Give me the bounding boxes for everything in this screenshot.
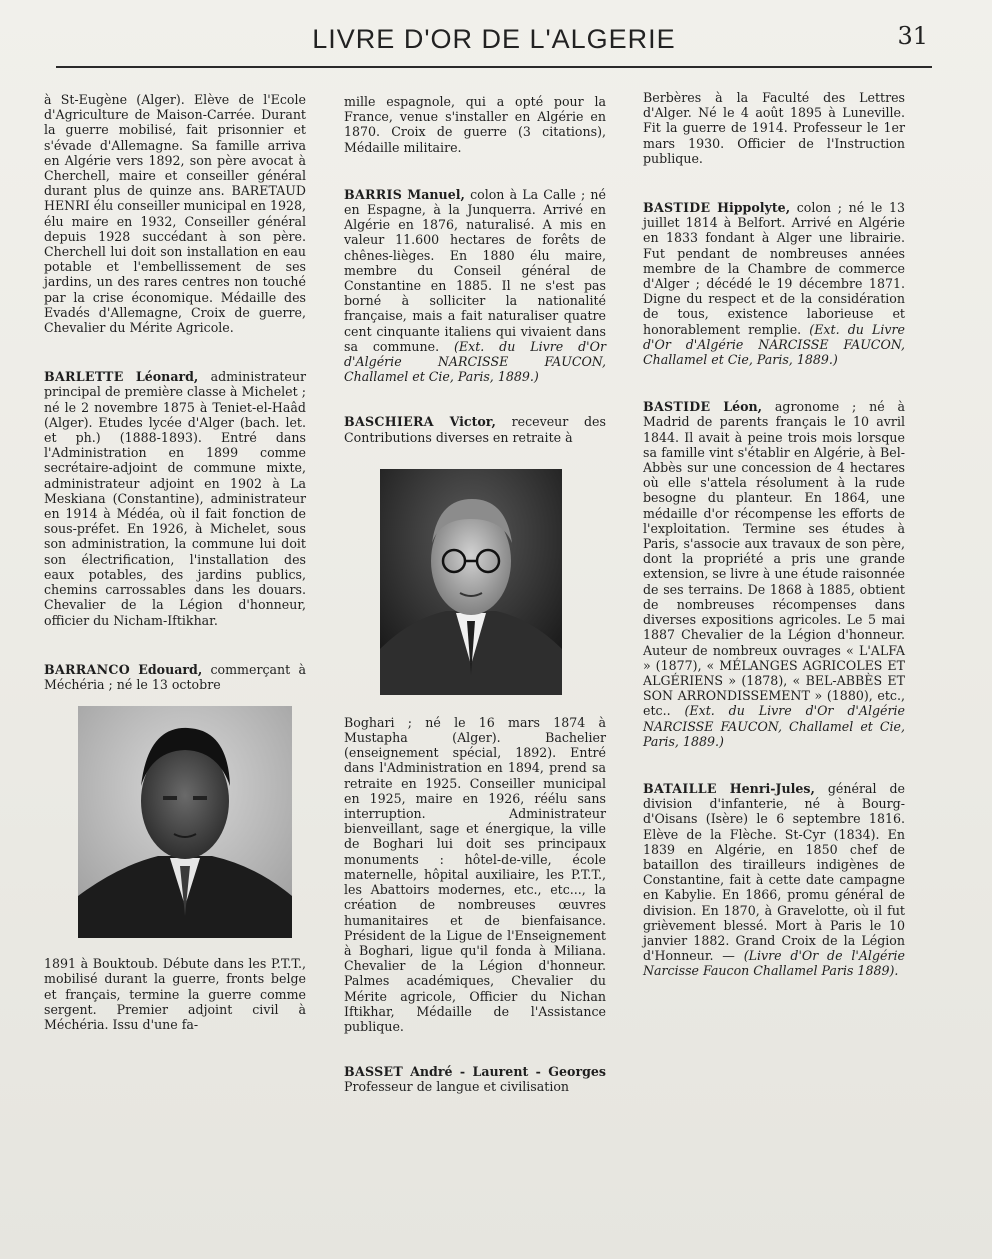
entry-firstname: Léon,: [723, 399, 763, 415]
page-number: 31: [897, 22, 928, 50]
portrait-photo-barranco: [78, 706, 292, 938]
entry-baschiera: [344, 414, 606, 1034]
entry-barranco: [44, 662, 306, 1032]
entry-citation: (Ext. du Livre d'Or d'Algérie NARCISSE FAUCON, Challamel et Cie, Paris, 1889.): [344, 338, 606, 385]
entry-citation: (Livre d'Or de l'Algérie Narcisse Faucon Challamel Paris 1889).: [643, 948, 905, 979]
continued-paragraph: Berbères à la Faculté des Lettres d'Alger. Né le 4 août 1895 à Luneville. Fit la guerre de 1914. Professeur le 1er mars 1930. Officier de l'Instruction publique.: [643, 90, 905, 166]
portrait-image: [380, 469, 562, 695]
entry-text-continued: Boghari ; né le 16 mars 1874 à Mustapha (Alger). Bachelier (enseignement spécial, 1892). Entré dans l'Administration en 1894, prend sa retraite en 1925. Conseiller municipal en 1925, maire en 1926, réélu sans interruption. Administrateur bienveillant, sage et énergique, la ville de Boghari lui doit ses principaux monuments : hôtel-de-ville, école maternelle, hôpital auxiliaire, les P.T.T., les Abattoirs modernes, etc., etc..., la création de nombreuses œuvres humanitaires et de bienfaisance. Président de la Ligue de l'Enseignement à Boghari, ligue qu'il fonda à Miliana. Chevalier de la Légion d'honneur. Palmes académiques, Chevalier du Mérite agricole, Officier du Nichan Iftikhar, Médaille de l'Assistance publique.: [344, 714, 606, 1034]
portrait-photo-baschiera: [380, 469, 562, 695]
entry-basset: [344, 1064, 606, 1094]
page-header: [56, 18, 932, 68]
entry-surname: BARRANCO: [44, 661, 131, 677]
page-title: LIVRE D'OR DE L'ALGERIE: [312, 24, 676, 54]
entry-text: colon ; né le 13 juillet 1814 à Belfort. Arrivé en Algérie en 1833 fondant à Alger une librairie. Fut pendant de nombreuses années membre de la Chambre de commerce d'Alger ; décédé le 19 décembre 1871. Digne du respect et de la considération de tous, existence laborieuse et honorablement remplie.: [643, 200, 905, 337]
entry-surname: BASTIDE: [643, 200, 711, 216]
entry-firstname: Henri-Jules,: [729, 780, 815, 796]
entry-bataille: [643, 781, 905, 979]
portrait-image: [78, 706, 292, 938]
entry-firstname: Manuel,: [407, 186, 465, 202]
column-1: [44, 92, 306, 1032]
entry-text: général de division d'infanterie, né à Bourg-d'Oisans (Isère) le 6 septembre 1816. Elève de la Flèche. St-Cyr (1834). En 1839 en Algérie, en 1850 chef de bataillon des tirailleurs indigènes de Constantine, fait à cette date campagne en Kabylie. En 1866, promu général de division. En 1870, à Gravelotte, où il fut grièvement blessé. Mort à Paris le 10 janvier 1882. Grand Croix de la Légion d'Honneur. —: [643, 780, 905, 964]
entry-barlette: [44, 369, 306, 627]
entry-text: commerçant à Méchéria ; né le 13 octobre: [44, 661, 306, 692]
entry-text-continued: 1891 à Bouktoub. Débute dans les P.T.T., mobilisé durant la guerre, fronts belge et français, termine la guerre comme sergent. Premier adjoint civil à Méchéria. Issu d'une fa-: [44, 956, 306, 1032]
entry-citation: (Ext. du Livre d'Or d'Algérie NARCISSE FAUCON, Challamel et Cie, Paris, 1889.): [643, 321, 905, 368]
entry-surname: BASSET: [344, 1064, 404, 1080]
entry-surname: BASCHIERA: [344, 414, 434, 430]
column-2: [344, 94, 606, 1095]
entry-surname: BATAILLE: [643, 780, 717, 796]
entry-surname: BASTIDE: [643, 399, 711, 415]
entry-text: receveur des Contributions diverses en retraite à: [344, 414, 606, 445]
entry-firstname: André - Laurent - Georges: [410, 1064, 606, 1080]
entry-firstname: Hippolyte,: [717, 200, 791, 216]
entry-firstname: Victor,: [449, 414, 496, 430]
entry-firstname: Edouard,: [138, 661, 203, 677]
entry-surname: BARRIS: [344, 186, 403, 202]
entry-firstname: Léonard,: [135, 369, 199, 385]
continued-paragraph: mille espagnole, qui a opté pour la France, venue s'installer en Algérie en 1870. Croix de guerre (3 citations), Médaille militaire.: [344, 94, 606, 155]
entry-surname: BARLETTE: [44, 369, 124, 385]
continued-paragraph: à St-Eugène (Alger). Elève de l'Ecole d'Agriculture de Maison-Carrée. Durant la guerre mobilisé, fait prisonnier et s'évade d'Allemagne. Sa famille arriva en Algérie vers 1892, son père avocat à Cherchell, maire et conseiller général durant plus de quinze ans. BARETAUD HENRI élu conseiller municipal en 1928, élu maire en 1932, Conseiller général depuis 1928 succédant à son père. Cherchell lui doit son installation en eau potable et l'embellissement de ses jardins, un des rares centres non touché par la crise économique. Médaille des Evadés d'Allemagne, Croix de guerre, Chevalier du Mérite Agricole.: [44, 92, 306, 336]
entry-text: administrateur principal de première classe à Michelet ; né le 2 novembre 1875 à Teniet-el-Haâd (Alger). Etudes lycée d'Alger (bach. let. et ph.) (1888-1893). Entré dans l'Administration en 1899 comme secrétaire-adjoint de commune mixte, administrateur adjoint en 1902 à La Meskiana (Constantine), administrateur en 1914 à Médéa, où il fait fonction de sous-préfet. En 1926, à Michelet, sous son administration, la commune lui doit son électrification, l'installation des eaux potables, des jardins publics, chemins carrossables dans les douars. Chevalier de la Légion d'honneur, officier du Nicham-Iftikhar.: [44, 369, 306, 628]
entry-citation: (Ext. du Livre d'Or d'Algérie NARCISSE FAUCON, Challamel et Cie, Paris, 1889.): [643, 703, 906, 749]
entry-text: colon à La Calle ; né en Espagne, à la Junquerra. Arrivé en Algérie en 1876, naturalisé. A mis en valeur 11.600 hectares de forêts de chênes-lièges. En 1880 élu maire, membre du Conseil général de Constantine en 1885. Il ne s'est pas borné à solliciter la nationalité française, mais a fait naturaliser quatre cent cinquante italiens qui vivaient dans sa commune.: [344, 186, 606, 354]
entry-text: Professeur de langue et civilisation: [344, 1079, 570, 1095]
entry-bastide-hippolyte: [643, 200, 905, 367]
column-3: [643, 90, 905, 979]
entry-barris: [344, 187, 606, 385]
entry-text: agronome ; né à Madrid de parents français le 10 avril 1844. Il avait à peine trois mois lorsque sa famille vint s'établir en Algérie, à Bel-Abbès sur une concession de 4 hectares où elle s'attela résolument à la rude besogne du planteur. En 1864, une médaille d'or récompense les efforts de l'exploitation. Termine ses études à Paris, s'associe aux travaux de son père, dont la propriété a pris une grande extension, se livre à une étude raisonnée de ses terrains. De 1868 à 1885, obtient de nombreuses récompenses dans diverses expositions agricoles. Le 5 mai 1887 Chevalier de la Légion d'honneur. Auteur de nombreux ouvrages « L'ALFA » (1877), « MÉLANGES AGRICOLES ET ALGÉRIENS » (1878), « BEL-ABBÈS ET SON ARRONDISSEMENT » (1880), etc., etc..: [643, 399, 905, 719]
entry-bastide-leon: [643, 399, 905, 749]
